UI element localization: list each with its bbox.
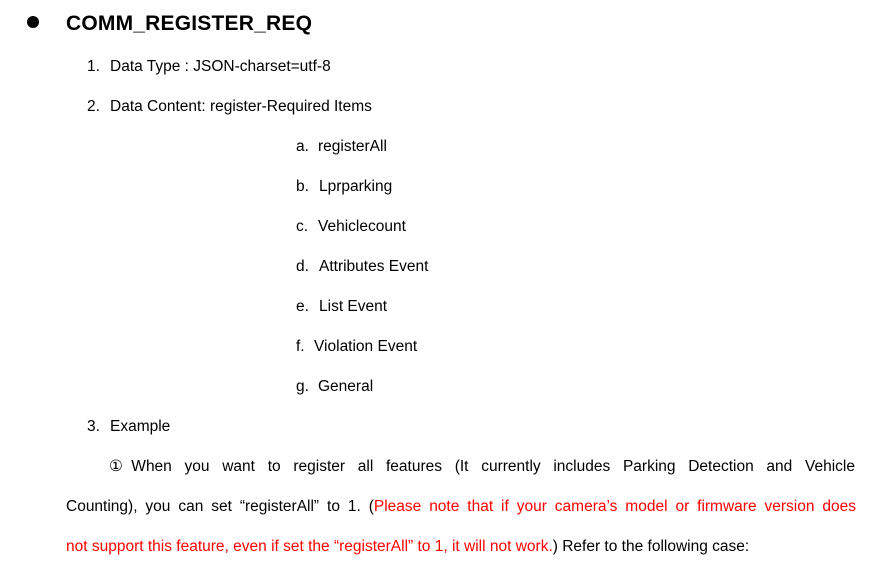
bullet-icon [27, 16, 39, 28]
warning-note: not support this feature, even if set the “registerAll” to 1, it will not work. [66, 538, 553, 555]
subitem-letter: b. [296, 178, 309, 195]
item-text-data-content: Data Content: register-Required Items [110, 98, 372, 115]
example-text: Counting), you can set “registerAll” to 1. ( [66, 498, 374, 515]
subitem-letter: f. [296, 338, 305, 355]
subitem-vehiclecount: Vehiclecount [318, 218, 406, 235]
item-number: 1. [87, 58, 100, 75]
item-number: 3. [87, 418, 100, 435]
example-text: ) Refer to the following case: [552, 538, 750, 555]
subitem-lprparking: Lprparking [319, 178, 393, 195]
subitem-letter: e. [296, 298, 309, 315]
subitem-letter: g. [296, 378, 309, 395]
subitem-letter: c. [296, 218, 309, 235]
subitem-attributes-event: Attributes Event [319, 258, 429, 275]
subitem-list-event: List Event [319, 298, 388, 315]
subitem-letter: d. [296, 258, 309, 275]
item-text-data-type: Data Type : JSON-charset=utf-8 [110, 58, 331, 75]
example-paragraph-line-2 [66, 497, 856, 517]
subitem-general: General [318, 378, 374, 395]
example-paragraph-line-3 [66, 537, 856, 557]
subitem-violation-event: Violation Event [314, 338, 418, 355]
subitem-registerall: registerAll [318, 138, 387, 155]
subitem-letter: a. [296, 138, 309, 155]
item-text-example: Example [110, 418, 171, 435]
warning-note: Please note that if your camera’s model or firmware version does [373, 498, 856, 515]
item-number: 2. [87, 98, 100, 115]
example-paragraph-line-1: ①When you want to register all features (It currently includes Parking Detection and Vehicle [109, 458, 855, 475]
section-title: COMM_REGISTER_REQ [66, 12, 313, 35]
